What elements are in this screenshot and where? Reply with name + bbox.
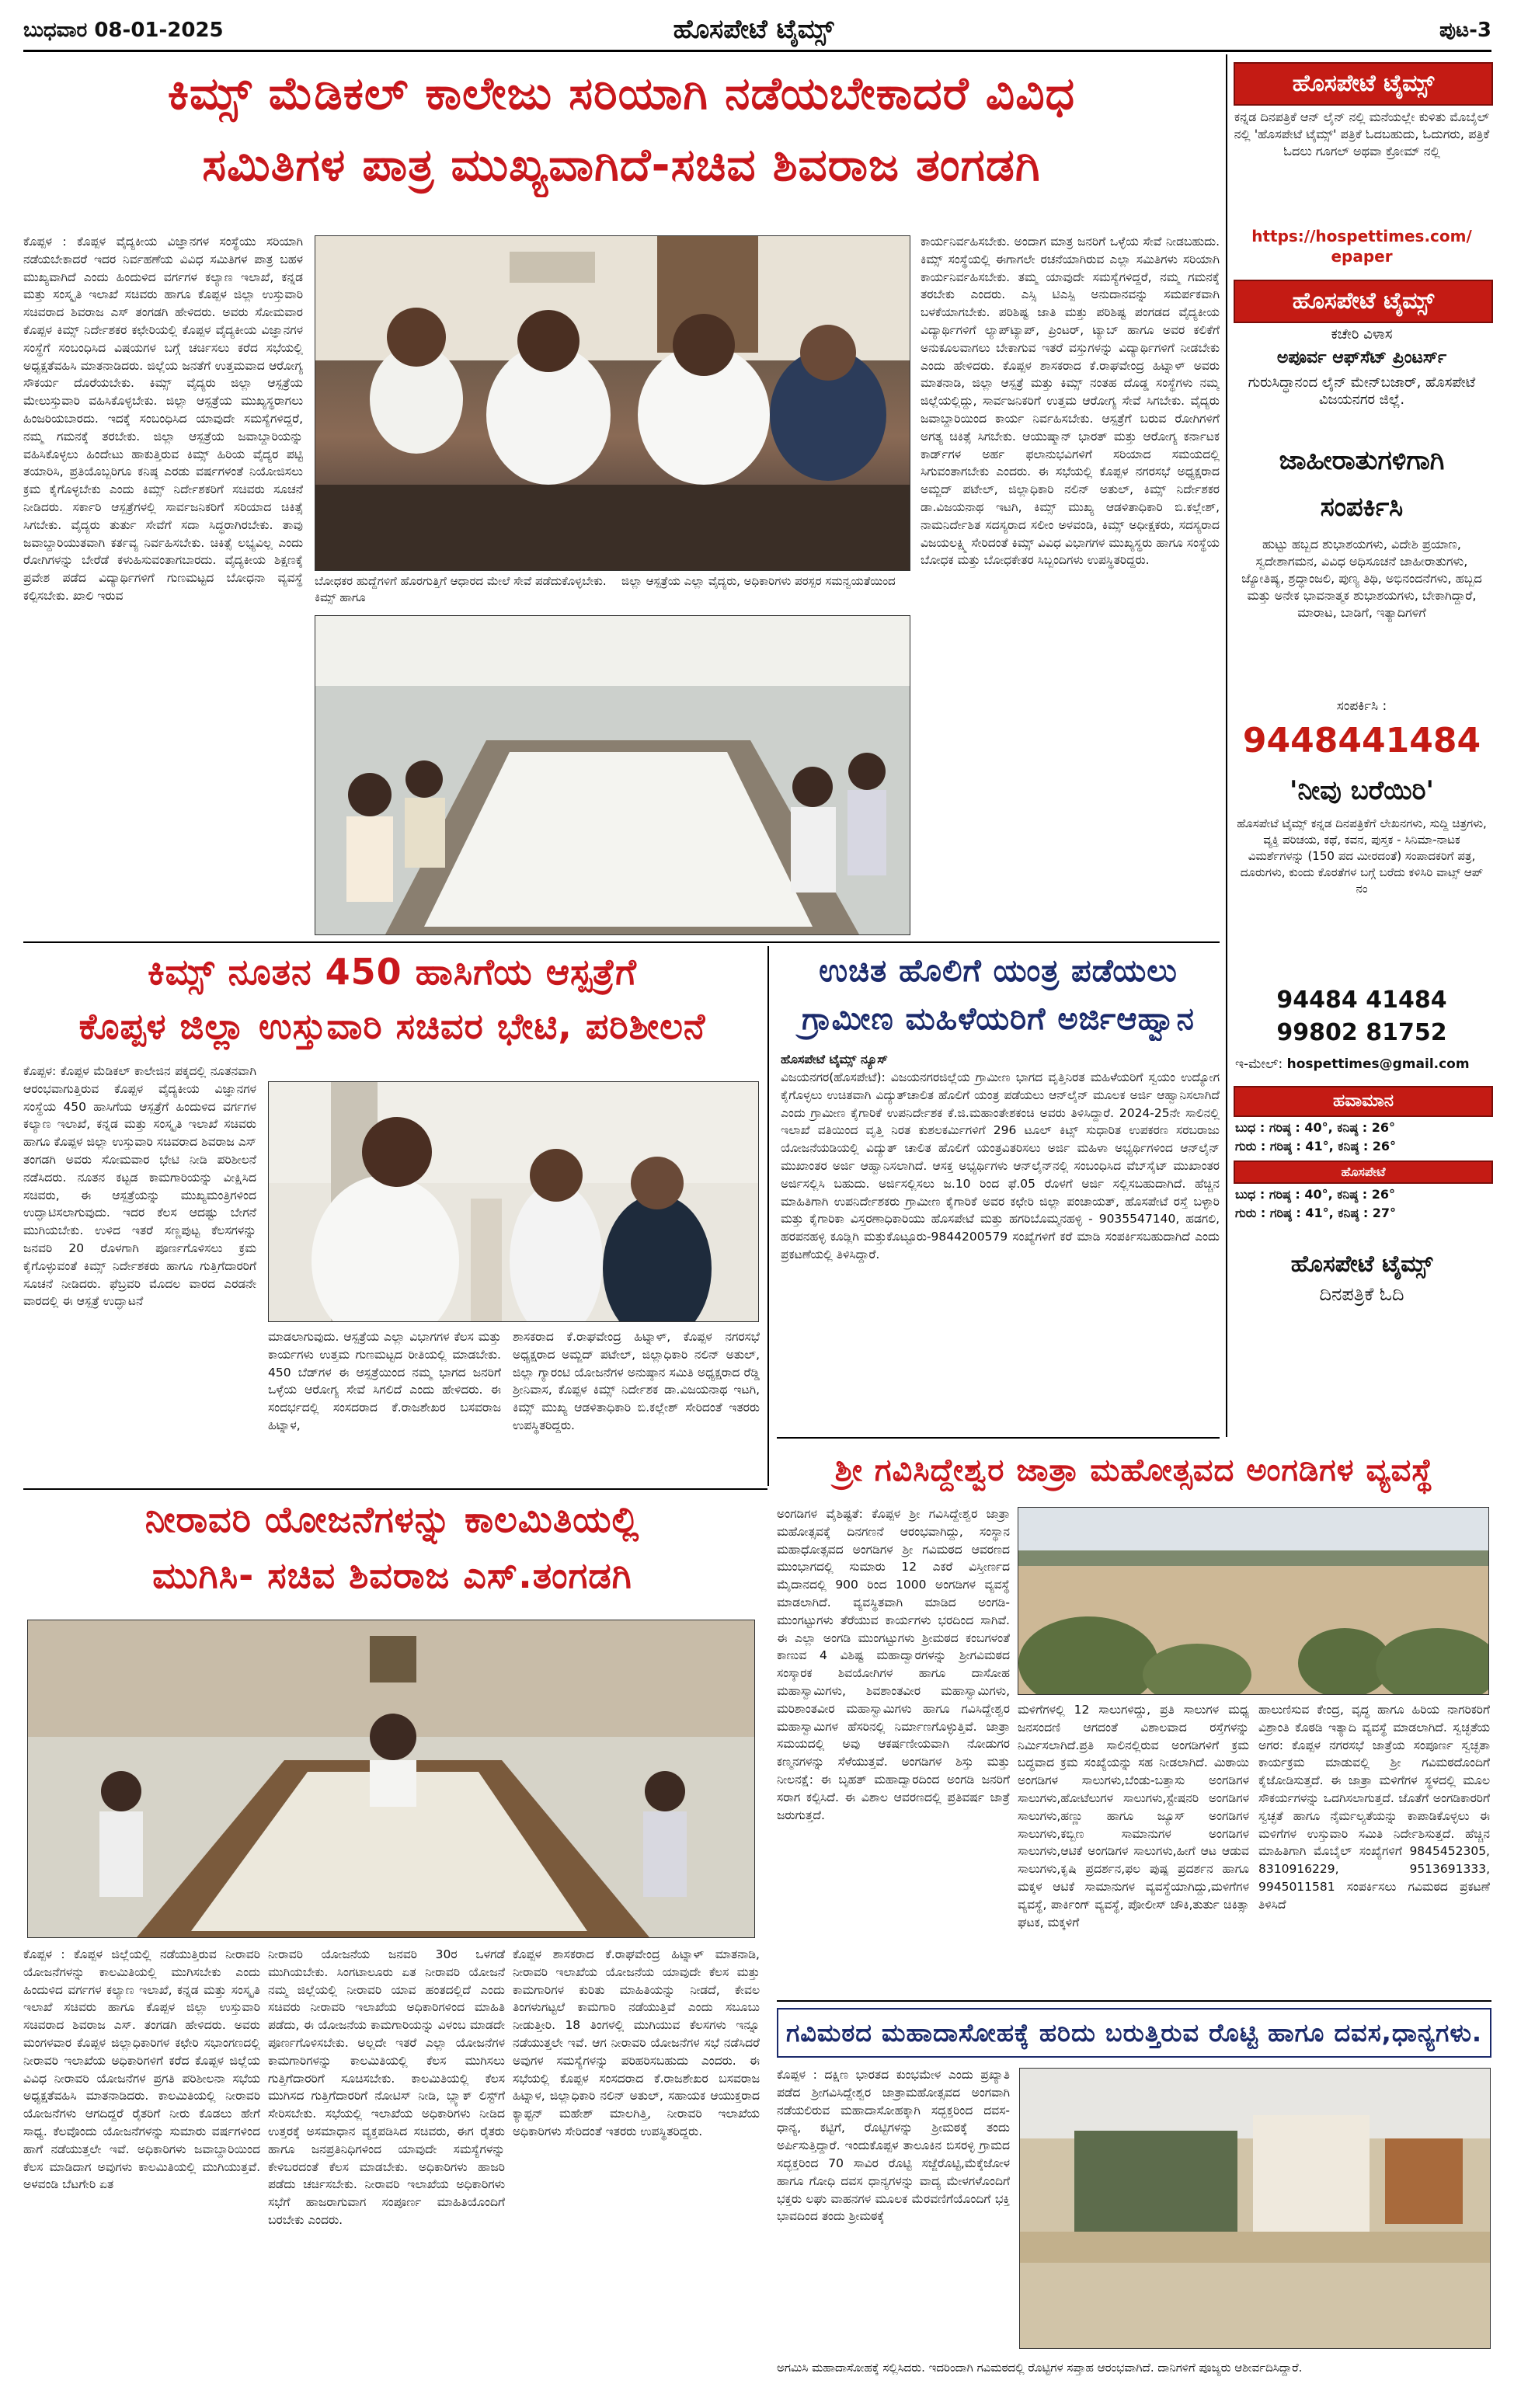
sidebar-email-label: ಇ-ಮೇಲ್: [1235,1056,1283,1072]
story5-top-rule [23,1488,767,1490]
story2-column-2: ಮಾಡಲಾಗುವುದು. ಆಸ್ಪತ್ರೆಯ ಎಲ್ಲಾ ವಿಭಾಗಗಳ ಕೆಲಸ ಮತ್ತು ಕಾರ್ಯಗಳು ಉತ್ತಮ ಗುಣಮಟ್ಟದ ರೀತಿಯಲ್ಲಿ ಮಾಡಬೇಕು. 450 ಬೆಡ್‌ಗಳ ಈ ಆಸ್ಪತ್ರೆಯಿಂದ ನಮ್ಮ ಭಾಗದ ಜನರಿಗೆ ಒಳ್ಳೆಯ ಆರೋಗ್ಯ ಸೇವೆ ಸಿಗಲಿದೆ ಎಂದು ಹೇಳಿದರು. ಈ ಸಂದರ್ಭದಲ್ಲಿ ಸಂಸದರಾದ ಕೆ.ರಾಜಶೇಖರ ಬಸವರಾಜ ಹಿಟ್ನಾಳ, [268,1330,501,1432]
story5-column-1: ಕೊಪ್ಪಳ : ಕೊಪ್ಪಳ ಜಿಲ್ಲೆಯಲ್ಲಿ ನಡೆಯುತ್ತಿರುವ ನೀರಾವರಿ ಯೋಜನೆಗಳನ್ನು ಕಾಲಮಿತಿಯಲ್ಲಿ ಮುಗಿಸಬೇಕು ಎಂದು ಹಿಂದುಳಿದ ವರ್ಗಗಳ ಕಲ್ಯಾಣ ಇಲಾಖೆ, ಕನ್ನಡ ಮತ್ತು ಸಂಸ್ಕೃತಿ ಇಲಾಖೆ ಸಚಿವರು ಹಾಗೂ ಕೊಪ್ಪಳ ಜಿಲ್ಲಾ ಉಸ್ತುವಾರಿ ಸಚಿವರಾದ ಶಿವರಾಜ ಎಸ್. ತಂಗಡಗಿ ಹೇಳಿದರು. ಅವರು ಮಂಗಳವಾರ ಕೊಪ್ಪಳ ಜಿಲ್ಲಾಧಿಕಾರಿಗಳ ಕಛೇರಿ ಸಭಾಂಗಣದಲ್ಲಿ ನೀರಾವರಿ ಇಲಾಖೆಯ ಅಧಿಕಾರಿಗಳಿಗೆ ಕರೆದ ಕೊಪ್ಪಳ ಜಿಲ್ಲೆಯ ವಿವಿಧ ನೀರಾವರಿ ಯೋಜನೆಗಳ ಪ್ರಗತಿ ಪರಿಶೀಲನಾ ಸಭೆಯ ಅಧ್ಯಕ್ಷತೆವಹಿಸಿ ಮಾತನಾಡಿದರು. ಕಾಲಮಿತಿಯಲ್ಲಿ ನೀರಾವರಿ ಯೋಜನೆಗಳು ಆಗದಿದ್ದರೆ ರೈತರಿಗೆ ನೀರು ಕೊಡಲು ಹೇಗೆ ಸಾಧ್ಯ. ಕೆಲವೊಂದು ಯೋಜನೆಗಳನ್ನು ಸುಮಾರು ವರ್ಷಗಳಿಂದ ಹಾಗೆ ನಡೆಯುತ್ತಲೇ ಇವೆ. ಅಧಿಕಾರಿಗಳು ಜವಾಬ್ದಾರಿಯಿಂದ ಕೆಲಸ ಮಾಡಿದಾಗ ಅವುಗಳು ಕಾಲಮಿತಿಯಲ್ಲಿ ಮುಗಿಯುತ್ತವೆ. ಅಳವಂಡಿ ಬೆಟಗೇರಿ ಏತ [23,1947,260,2192]
sidebar-email[interactable]: hospettimes@gmail.com [1286,1056,1470,1072]
sidebar-contact-title: ಸಂಪರ್ಕಿಸಿ [1320,492,1404,523]
weather-value: : ಗರಿಷ್ಠ : 41°, ಕನಿಷ್ಠ : 27° [1260,1206,1397,1220]
weather-table-1 [1235,1119,1490,1156]
sidebar-box2-addr1: ಕಚೇರಿ ವಿಳಾಸ [1331,326,1393,343]
donations-photo-graphic [1020,2069,1490,2348]
weather-day: ಗುರು [1235,1139,1257,1154]
story2-headline-2: ಕೊಪ್ಪಳ ಜಿಲ್ಲಾ ಉಸ್ತುವಾರಿ ಸಚಿವರ ಭೇಟಿ, ಪರಿಶೀಲನೆ [78,1005,706,1047]
story4-bottom-rule [777,2000,1491,2002]
weather-value: : ಗರಿಷ್ಠ : 40°, ಕನಿಷ್ಠ : 26° [1259,1187,1396,1202]
story6-caption: ಅಗಮಿಸಿ ಮಹಾದಾಸೋಹಕ್ಕೆ ಸಲ್ಲಿಸಿದರು. ಇದರಿಂದಾಗಿ ಗವಿಮಠದಲ್ಲಿ ರೊಟ್ಟಿಗಳ ಸಪ್ತಾಹ ಆರಂಭವಾಗಿದೆ. ದಾನಿಗಳಿಗೆ ಪೂಜ್ಯರು ಆಶೀರ್ವದಿಸಿದ್ದಾರೆ. [777,2361,1303,2375]
story4-column-3: ಹಾಲುಣಿಸುವ ಕೇಂದ್ರ, ವೃದ್ಧ ಹಾಗೂ ಹಿರಿಯ ನಾಗರಿಕರಿಗೆ ವಿಶ್ರಾಂತಿ ಕೊಠಡಿ ಇತ್ಯಾದಿ ವ್ಯವಸ್ಥೆ ಮಾಡಲಾಗಿದೆ. ಸ್ವಚ್ಛತೆಯ ಅಗರ: ಕೊಪ್ಪಳ ನಗರಸಭೆ ಜಾತ್ರೆಯ ಸಂಪೂರ್ಣ ಸ್ವಚ್ಛತಾ ಕಾರ್ಯಕ್ರಮ ಮಾಡುವಲ್ಲಿ ಶ್ರೀ ಗವಿಮಠದೊಂದಿಗೆ ಕೈಜೋಡಿಸುತ್ತದೆ. ಈ ಜಾತ್ರಾ ಮಳಿಗೆಗಳ ಸ್ಥಳದಲ್ಲಿ ಮೂಲ ಸೌಕರ್ಯಗಳನ್ನು ಒದಗಿಸಲಾಗುತ್ತದೆ. ಜೊತೆಗೆ ಅಂಗಡಿಕಾರರಿಗೆ ಸ್ವಚ್ಛತೆ ಹಾಗೂ ನೈರ್ಮಲ್ಯತೆಯನ್ನು ಕಾಪಾಡಿಕೊಳ್ಳಲು ಈ ಮಳಿಗೆಗಳ ಉಸ್ತುವಾರಿ ಸಮಿತಿ ನಿರ್ದೇಶಿಸುತ್ತದೆ. ಹೆಚ್ಚಿನ ಮಾಹಿತಿಗಾಗಿ ಮೊಬೈಲ್ ಸಂಖ್ಯೆಗಳಿಗೆ 9845452305, 8310916229, 9513691333, 9945011581 ಸಂಪರ್ಕಿಸಲು ಗವಿಮಠದ ಪ್ರಕಟಣೆ ತಿಳಿಸಿದೆ [1258,1703,1490,1912]
story2-right-rule [767,946,769,1486]
meeting-photo-graphic [315,236,910,570]
story3-headline-1: ಉಚಿತ ಹೊಲಿಗೆ ಯಂತ್ರ ಪಡೆಯಲು [819,953,1178,989]
story6-headline: ಗವಿಮಠದ ಮಹಾದಾಸೋಹಕ್ಕೆ ಹರಿದು ಬರುತ್ತಿರುವ ರೊಟ್ಟಿ ಹಾಗೂ ದವಸ,ಧಾನ್ಯಗಳು. [777,2008,1491,2058]
sidebar-footer-sub: ದಿನಪತ್ರಿಕೆ ಓದಿ [1319,1283,1404,1305]
story3-bottom-rule [777,1437,1220,1439]
story1-photo-hall [315,615,910,935]
story1-photo-meeting [315,235,910,571]
story4-headline: ಶ್ರೀ ಗವಿಸಿದ್ದೇಶ್ವರ ಜಾತ್ರಾ ಮಹೋತ್ಸವದ ಅಂಗಡಿಗಳ ವ್ಯವಸ್ಥೆ [834,1453,1434,1488]
sidebar-box1-text: ಕನ್ನಡ ದಿನಪತ್ರಿಕೆ ಆನ್ ಲೈನ್ ನಲ್ಲಿ ಮನೆಯಲ್ಲೇ ಕುಳಿತು ಮೊಬೈಲ್ ನಲ್ಲಿ 'ಹೊಸಪೇಟೆ ಟೈಮ್ಸ್' ಪತ್ರಿಕೆ ಓದಬಹುದು, ಓದುಗರು, ಪತ್ರಿಕೆ ಓದಲು ಗೂಗಲ್ ಅಥವಾ ಕ್ರೋಮ್ ನಲ್ಲಿ [1234,110,1490,158]
sidebar-phone-big: 9448441484 [1242,721,1481,760]
masthead [23,14,1491,47]
story6-text: ಕೊಪ್ಪಳ : ದಕ್ಷಿಣ ಭಾರತದ ಕುಂಭಮೇಳ ಎಂದು ಪ್ರಖ್ಯಾತಿ ಪಡೆದ ಶ್ರೀಗವಿಸಿದ್ದೇಶ್ವರ ಜಾತ್ರಾಮಹೋತ್ಸವದ ಅಂಗವಾಗಿ ನಡೆಯಲಿರುವ ಮಹಾದಾಸೋಹಕ್ಕಾಗಿ ಸದ್ಭಕ್ತರಿಂದ ದವಸ-ಧಾನ್ಯ, ಕಟ್ಟಿಗೆ, ರೊಟ್ಟಿಗಳನ್ನು ಶ್ರೀಮಠಕ್ಕೆ ತಂದು ಅರ್ಪಿಸುತ್ತಿದ್ದಾರೆ. ಇಂದುಕೊಪ್ಪಳ ತಾಲೂಕಿನ ಬಿಸರಳ್ಳಿ ಗ್ರಾಮದ ಸದ್ಭಕ್ತರಿಂದ 70 ಸಾವಿರ ರೊಟ್ಟಿ ಸಜ್ಜೆರೊಟ್ಟಿ,ಮೆಕ್ಕೆಜೋಳ ಹಾಗೂ ಗೋಧಿ ದವಸ ಧಾನ್ಯಗಳನ್ನು ವಾದ್ಯ ಮೇಳಗಳೊಂದಿಗೆ ಭಕ್ತರು ಲಘು ವಾಹನಗಳ ಮೂಲಕ ಮೆರವಣಿಗೆಯೊಂದಿಗೆ ಭಕ್ತಿ ಭಾವದಿಂದ ತಂದು ಶ್ರೀಮಠಕ್ಕೆ [777,2068,1010,2224]
sidebar-phone-2: 99802 81752 [1276,1019,1447,1046]
story4-photo-fairground [1018,1507,1489,1695]
weather-day: ಬುಧ [1235,1120,1256,1135]
story1-caption-left: ಬೋಧಕರ ಹುದ್ದೆಗಳಿಗೆ ಹೊರಗುತ್ತಿಗೆ ಆಧಾರದ ಮೇಲೆ ಸೇವೆ ಪಡೆದುಕೊಳ್ಳಬೇಕು. ಕಿಮ್ಸ್ ಹಾಗೂ [315,574,607,604]
weather-day: ಬುಧ [1235,1187,1256,1202]
story5-column-2: ನೀರಾವರಿ ಯೋಜನೆಯ ಜನವರಿ 30ರ ಒಳಗಡೆ ಮುಗಿಯಬೇಕು. ಸಿಂಗಟಾಲೂರು ಏತ ನೀರಾವರಿ ಯೋಜನೆ ನಮ್ಮ ಜಿಲ್ಲೆಯಲ್ಲಿ ನೀರಾವರಿ ಯಾವ ಹಂತದಲ್ಲಿದೆ ಎಂದು ಸಚಿವರು ನೀರಾವರಿ ಇಲಾಖೆಯ ಅಧಿಕಾರಿಗಳಿಂದ ಮಾಹಿತಿ ಪಡೆದು, ಈ ಯೋಜನೆಯ ಕಾಮಗಾರಿಯನ್ನು ವಿಳಂಬ ಮಾಡದೇ ಪೂರ್ಣಗೊಳಿಸಬೇಕು. ಅಲ್ಲದೇ ಇತರೆ ಎಲ್ಲಾ ಯೋಜನೆಗಳ ಕಾಮಗಾರಿಗಳನ್ನು ಕಾಲಮಿತಿಯಲ್ಲಿ ಕೆಲಸ ಮುಗಿಸಲು ಗುತ್ತಿಗೆದಾರರಿಗೆ ಸೂಚಿಸಬೇಕು. ಕಾಲಮಿತಿಯಲ್ಲಿ ಕೆಲಸ ಮುಗಿಸದ ಗುತ್ತಿಗೆದಾರರಿಗೆ ನೋಟಿಸ್ ನೀಡಿ, ಬ್ಲ್ಯಾಕ್ ಲಿಸ್ಟ್‌ಗೆ ಸೇರಿಸಬೇಕು. ಸಭೆಯಲ್ಲಿ ಇಲಾಖೆಯ ಅಧಿಕಾರಿಗಳು ನೀಡಿದ ಉತ್ತರಕ್ಕೆ ಅಸಮಾಧಾನ ವ್ಯಕ್ತಪಡಿಸಿದ ಸಚಿವರು, ಈಗ ರೈತರು ಹಾಗೂ ಜನಪ್ರತಿನಿಧಿಗಳಿಂದ ಯಾವುದೇ ಸಮಸ್ಯೆಗಳನ್ನು ಕೇಳಿಬರದಂತೆ ಕೆಲಸ ಮಾಡಬೇಕು. ಅಧಿಕಾರಿಗಳು ಹಾಜರಿ ಪಡೆದು ಚರ್ಚಿಸಬೇಕು. ನೀರಾವರಿ ಇಲಾಖೆಯ ಅಧಿಕಾರಿಗಳು ಸಭೆಗೆ ಹಾಜರಾಗುವಾಗ ಸಂಪೂರ್ಣ ಮಾಹಿತಿಯೊಂದಿಗೆ ಬರಬೇಕು ಎಂದರು. [268,1947,505,2227]
story1-headline-2: ಸಮಿತಿಗಳ ಪಾತ್ರ ಮುಖ್ಯವಾಗಿದೆ-ಸಚಿವ ಶಿವರಾಜ ತಂಗಡಗಿ [202,138,1041,191]
story1-column-1: ಕೊಪ್ಪಳ : ಕೊಪ್ಪಳ ವೈದ್ಯಕೀಯ ವಿಜ್ಞಾನಗಳ ಸಂಸ್ಥೆಯು ಸರಿಯಾಗಿ ನಡೆಯಬೇಕಾದರೆ ಇದರ ನಿರ್ವಹಣೆಯ ವಿವಿಧ ಸಮಿತಿಗಳ ಪಾತ್ರ ಬಹಳ ಮುಖ್ಯವಾಗಿದೆ ಎಂದು ಹಿಂದುಳಿದ ವರ್ಗಗಳ ಕಲ್ಯಾಣ ಇಲಾಖೆ, ಕನ್ನಡ ಮತ್ತು ಸಂಸ್ಕೃತಿ ಇಲಾಖೆ ಸಚಿವರು ಹಾಗೂ ಕೊಪ್ಪಳ ಜಿಲ್ಲಾ ಉಸ್ತುವಾರಿ ಸಚಿವರಾದ ಶಿವರಾಜ ಎಸ್ ತಂಗಡಗಿ ಹೇಳಿದರು. ಅವರು ಸೋಮವಾರ ಕೊಪ್ಪಳ ಕಿಮ್ಸ್ ನಿರ್ದೇಶಕರ ಕಛೇರಿಯಲ್ಲಿ ಕೊಪ್ಪಳ ವೈದ್ಯಕೀಯ ವಿಜ್ಞಾನಗಳ ಸಂಸ್ಥೆಗೆ ಸಂಬಂಧಿಸಿದ ವಿಷಯಗಳ ಬಗ್ಗೆ ಚರ್ಚಿಸಲು ಕರೆದ ಸಭೆಯಲ್ಲಿ ಅಧ್ಯಕ್ಷತೆವಹಿಸಿ ಮಾತನಾಡಿದರು. ಜಿಲ್ಲೆಯ ಜನತೆಗೆ ಉತ್ತಮವಾದ ಆರೋಗ್ಯ ಸೌಕರ್ಯ ದೊರೆಯಬೇಕು. ಕಿಮ್ಸ್ ವೈದ್ಯರು ಜಿಲ್ಲಾ ಆಸ್ಪತ್ರೆಯ ಮೇಲುಸ್ತುವಾರಿ ವಹಿಸಿಕೊಳ್ಳಬೇಕು. ಜಿಲ್ಲಾ ಆಸ್ಪತ್ರೆಯ ಮುಖ್ಯಸ್ಥರಾಗಲು ಹಿಂಜರಿಯಬಾರದು. ಇದಕ್ಕೆ ಸಂಬಂಧಿಸಿದ ಯಾವುದೇ ಸಮಸ್ಯೆಗಳಿದ್ದರೆ, ನಮ್ಮ ಗಮನಕ್ಕೆ ತರಬೇಕು. ಜಿಲ್ಲಾ ಆಸ್ಪತ್ರೆಯ ಜವಾಬ್ದಾರಿಯನ್ನು ವಹಿಸಿಕೊಳ್ಳಲು ಹಿಂದೇಟು ಹಾಕುತ್ತಿರುವ ಕಿಮ್ಸ್ ಹಿರಿಯ ವೈದ್ಯರ ಪಟ್ಟಿ ತಯಾರಿಸಿ, ಪ್ರತಿಯೊಬ್ಬರಿಗೂ ಕನಿಷ್ಠ ಎರಡು ವರ್ಷಗಳಂತೆ ನಿಯೋಜಿಸಲು ಕ್ರಮ ಕೈಗೊಳ್ಳಬೇಕು ಎಂದು ಕಿಮ್ಸ್ ನಿರ್ದೇಶಕರಿಗೆ ಸಚಿವರು ಸೂಚನೆ ನೀಡಿದರು. ಸರ್ಕಾರಿ ಆಸ್ಪತ್ರೆಗಳಲ್ಲಿ ಸಾರ್ವಜನಿಕರಿಗೆ ಸರಿಯಾದ ಚಿಕಿತ್ಸೆ ಸಿಗಬೇಕು. ವೈದ್ಯರು ತುರ್ತು ಸೇವೆಗೆ ಸದಾ ಸಿದ್ಧರಾಗಿರಬೇಕು. ತಾವು ಜವಾಬ್ದಾರಿಯುತವಾಗಿ ಕರ್ತವ್ಯ ನಿರ್ವಹಿಸಬೇಕು. ಚಿಕಿತ್ಸೆ ಲಭ್ಯವಿಲ್ಲ ಎಂದು ರೋಗಿಗಳನ್ನು ಬೇರೆಡೆ ಕಳುಹಿಸುವಂತಾಗಬಾರದು. ವೈದ್ಯಕೀಯ ಶಿಕ್ಷಣಕ್ಕೆ ಪ್ರವೇಶ ಪಡೆದ ವಿದ್ಯಾರ್ಥಿಗಳಿಗೆ ಗುಣಮಟ್ಟದ ಬೋಧನಾ ವ್ಯವಸ್ಥೆ ಕಲ್ಪಿಸಬೇಕು. ಖಾಲಿ ಇರುವ [23,235,303,603]
hall-photo-graphic [315,616,910,934]
story3-headline-2: ಗ್ರಾಮೀಣ ಮಹಿಳೆಯರಿಗೆ ಅರ್ಜಿಆಹ್ವಾನ [802,1001,1195,1037]
sidebar-box2-press: ಅಪೂರ್ವ ಆಫ್‌ಸೆಟ್ ಪ್ರಿಂಟರ್ಸ್ [1276,348,1447,367]
sidebar-left-rule [1226,54,1227,1437]
story5-headline-1: ನೀರಾವರಿ ಯೋಜನೆಗಳನ್ನು ಕಾಲಮಿತಿಯಲ್ಲಿ [144,1498,640,1540]
weather-city: ಹೊಸಪೇಟೆ [1234,1161,1493,1184]
story5-photo-irrigation-meeting [27,1620,755,1938]
story1-bottom-rule [23,941,1220,943]
story1-column-3: ಕಾರ್ಯನಿರ್ವಹಿಸಬೇಕು. ಅಂದಾಗ ಮಾತ್ರ ಜನರಿಗೆ ಒಳ್ಳೆಯ ಸೇವೆ ನೀಡಬಹುದು. ಕಿಮ್ಸ್ ಸಂಸ್ಥೆಯಲ್ಲಿ ಈಗಾಗಲೇ ರಚನೆಯಾಗಿರುವ ಎಲ್ಲಾ ಸಮಿತಿಗಳು ಸರಿಯಾಗಿ ಕಾರ್ಯನಿರ್ವಹಿಸಬೇಕು. ತಮ್ಮ ಯಾವುದೇ ಸಮಸ್ಯೆಗಳಿದ್ದರೆ, ನಮ್ಮ ಗಮನಕ್ಕೆ ತರಬೇಕು ಎಂದರು. ಎಸ್ಸಿ ಟಿಎಸ್ಪಿ ಅನುದಾನವನ್ನು ಸಮರ್ಪಕವಾಗಿ ಬಳಕೆಯಾಗಬೇಕು. ಪರಿಶಿಷ್ಟ ಜಾತಿ ಮತ್ತು ಪರಿಶಿಷ್ಟ ಪಂಗಡದ ವೈದ್ಯಕೀಯ ವಿದ್ಯಾರ್ಥಿಗಳಿಗೆ ಲ್ಯಾಪ್‌ಟ್ಯಾಪ್, ಪ್ರಿಂಟರ್, ಟ್ಯಾಬ್ ಹಾಗೂ ಅವರ ಕಲಿಕೆಗೆ ಅನುಕೂಲವಾಗಲು ಬೇಕಾಗುವ ಇತರೆ ವಸ್ತುಗಳನ್ನು ವಿದ್ಯಾರ್ಥಿಗಳಿಗೆ ನೀಡಬೇಕು ಎಂದು ಹೇಳಿದರು. ಕೊಪ್ಪಳ ಶಾಸಕರಾದ ಕೆ.ರಾಘವೇಂದ್ರ ಹಿಟ್ನಾಳ್ ಅವರು ಮಾತನಾಡಿ, ಜಿಲ್ಲಾ ಆಸ್ಪತ್ರೆ ಮತ್ತು ಕಿಮ್ಸ್ ನಂತಹ ದೊಡ್ಡ ಸಂಸ್ಥೆಗಳು ನಮ್ಮ ಜಿಲ್ಲೆಯಲ್ಲಿದ್ದು, ಸಾರ್ವಜನಿಕರಿಗೆ ಉತ್ತಮ ಆರೋಗ್ಯ ಸೇವೆ ಸಿಗಬೇಕು. ವೈದ್ಯರು ಜವಾಬ್ದಾರಿಯಿಂದ ಕಾರ್ಯ ನಿರ್ವಹಿಸಬೇಕು. ಆಸ್ಪತ್ರೆಗೆ ಬರುವ ರೋಗಿಗಳಿಗೆ ಅಗತ್ಯ ಚಿಕಿತ್ಸೆ ಸಿಗಬೇಕು. ಆಯುಷ್ಮಾನ್ ಭಾರತ್ ಮತ್ತು ಆರೋಗ್ಯ ಕರ್ನಾಟಕ ಕಾರ್ಡ್‌ಗಳ ಅರ್ಹ ಫಲಾನುಭವಿಗಳಿಗೆ ಸರಿಯಾದ ಸಮಯದಲ್ಲಿ ಸಿಗುವಂತಾಗಬೇಕು ಎಂದರು. ಈ ಸಭೆಯಲ್ಲಿ ಕೊಪ್ಪಳ ನಗರಸಭೆ ಅಧ್ಯಕ್ಷರಾದ ಅಮ್ಜದ್ ಪಟೇಲ್, ಜಿಲ್ಲಾಧಿಕಾರಿ ನಲಿನ್ ಅತುಲ್, ಕಿಮ್ಸ್ ನಿರ್ದೇಶಕರ ಡಾ.ವಿಜಯನಾಥ ಇಟಗಿ, ಕಿಮ್ಸ್ ಮುಖ್ಯ ಆಡಳಿತಾಧಿಕಾರಿ ಬಿ.ಕಲ್ಲೇಶ್, ನಾಮನಿರ್ದೇಶಿತ ಸದಸ್ಯರಾದ ಸಲೀಂ ಅಳವಂಡಿ, ಕಿಮ್ಸ್ ಅಧೀಕ್ಷಕರು, ಸದಸ್ಯರಾದ ವಿಜಯಲಕ್ಷ್ಮಿ ಸೇರಿದಂತೆ ಕಿಮ್ಸ್ ವಿವಿಧ ವಿಭಾಗಗಳ ಮುಖ್ಯಸ್ಥರು ಹಾಗೂ ಸಂಸ್ಥೆಯ ಬೋಧಕ ಮತ್ತು ಬೋಧಕೇತರ ಸಿಬ್ಬಂದಿಗಳು ಉಪಸ್ಥಿತರಿದ್ದರು. [921,235,1220,568]
masthead-title: ಹೊಸಪೇಟೆ ಟೈಮ್ಸ್ [673,14,834,45]
weather-day: ಗುರು [1235,1206,1257,1220]
masthead-date: ಬುಧವಾರ 08-01-2025 [23,19,224,42]
sidebar-write-text: ಹೊಸಪೇಟೆ ಟೈಮ್ಸ್ ಕನ್ನಡ ದಿನಪತ್ರಿಕೆಗೆ ಲೇಖನಗಳು, ಸುದ್ದಿ ಚಿತ್ರಗಳು, ವ್ಯಕ್ತಿ ಪರಿಚಯ, ಕಥೆ, ಕವನ, ಪುಸ್ತಕ - ಸಿನಿಮಾ-ನಾಟಕ ವಿಮರ್ಶೆಗಳನ್ನು (150 ಪದ ಮೀರದಂತೆ) ಸಂಪಾದಕರಿಗೆ ಪತ್ರ, ದೂರುಗಳು, ಕುಂದು ಕೊರತೆಗಳ ಬಗ್ಗೆ ಬರೆದು ಕಳಿಸಿರಿ ವಾಟ್ಸ್ ಆಪ್ ನಂ [1237,816,1487,896]
story5-headline-2: ಮುಗಿಸಿ- ಸಚಿವ ಶಿವರಾಜ ಎಸ್.ತಂಗಡಗಿ [152,1554,632,1596]
story4-column-2: ಮಳಿಗೆಗಳಲ್ಲಿ 12 ಸಾಲುಗಳಿದ್ದು, ಪ್ರತಿ ಸಾಲುಗಳ ಮಧ್ಯ ಜನಸಂದಣಿ ಆಗದಂತೆ ವಿಶಾಲವಾದ ರಸ್ತೆಗಳನ್ನು ನಿರ್ಮಿಸಲಾಗಿದೆ.ಪ್ರತಿ ಸಾಲಿನಲ್ಲಿರುವ ಅಂಗಡಿಗಳಿಗೆ ಕ್ರಮ ಬದ್ಧವಾದ ಕ್ರಮ ಸಂಖ್ಯೆಯನ್ನು ಸಹ ನೀಡಲಾಗಿದೆ. ಮಿಠಾಯಿ ಅಂಗಡಿಗಳ ಸಾಲುಗಳು,ಬೆಂಡು-ಬತ್ತಾಸು ಅಂಗಡಿಗಳ ಸಾಲುಗಳು,ಹೋಟೆಲುಗಳ ಸಾಲುಗಳು,ಸ್ಟೇಷನರಿ ಅಂಗಡಿಗಳ ಸಾಲುಗಳು,ಹಣ್ಣು ಹಾಗೂ ಜ್ಯೂಸ್ ಅಂಗಡಿಗಳ ಸಾಲುಗಳು,ಕಬ್ಬಿಣ ಸಾಮಾನುಗಳ ಅಂಗಡಿಗಳ ಸಾಲುಗಳು,ಆಟಿಕೆ ಅಂಗಡಿಗಳ ಸಾಲುಗಳು,ಹೀಗೆ ಆಟ ಆಡುವ ಸಾಲುಗಳು,ಕೃಷಿ ಪ್ರದರ್ಶನ,ಫಲ ಪುಷ್ಪ ಪ್ರದರ್ಶನ ಹಾಗೂ ಮಕ್ಕಳ ಆಟಿಕೆ ಸಾಮಾನುಗಳ ವ್ಯವಸ್ಥೆಯಾಗಿದ್ದು,ಮಳಿಗೆಗಳ ವ್ಯವಸ್ಥೆ, ಪಾರ್ಕಿಂಗ್ ವ್ಯವಸ್ಥೆ, ಪೋಲೀಸ್ ಚೌಕಿ,ತುರ್ತು ಚಿಕಿತ್ಸಾ ಘಟಕ, ಮಕ್ಕಳಿಗೆ [1018,1703,1249,1930]
masthead-page: ಪುಟ-3 [1439,19,1491,42]
story1-caption-right: ಜಿಲ್ಲಾ ಆಸ್ಪತ್ರೆಯ ಎಲ್ಲಾ ವೈದ್ಯರು, ಅಧಿಕಾರಿಗಳು ಪರಸ್ಪರ ಸಮನ್ವಯತೆಯಿಂದ [621,574,896,588]
fairground-photo-graphic [1018,1508,1488,1694]
masthead-rule [23,50,1491,52]
story2-column-3: ಶಾಸಕರಾದ ಕೆ.ರಾಘವೇಂದ್ರ ಹಿಟ್ನಾಳ್, ಕೊಪ್ಪಳ ನಗರಸಭೆ ಅಧ್ಯಕ್ಷರಾದ ಅಮ್ಜದ್ ಪಟೇಲ್, ಜಿಲ್ಲಾಧಿಕಾರಿ ನಲಿನ್ ಅತುಲ್, ಜಿಲ್ಲಾ ಗ್ಯಾರಂಟಿ ಯೋಜನೆಗಳ ಅನುಷ್ಠಾನ ಸಮಿತಿ ಅಧ್ಯಕ್ಷರಾದ ರೆಡ್ಡಿ ಶ್ರೀನಿವಾಸ, ಕೊಪ್ಪಳ ಕಿಮ್ಸ್ ನಿರ್ದೇಶಕ ಡಾ.ವಿಜಯನಾಥ ಇಟಗಿ, ಕಿಮ್ಸ್ ಮುಖ್ಯ ಆಡಳಿತಾಧಿಕಾರಿ ಬಿ.ಕಲ್ಲೇಶ್ ಸೇರಿದಂತೆ ಇತರರು ಉಪಸ್ಥಿತರಿದ್ದರು. [513,1330,760,1432]
sidebar-box1-url[interactable]: https://hospettimes.com/ [1251,227,1472,245]
sidebar-write-title: 'ನೀವು ಬರೆಯಿರಿ' [1290,775,1434,806]
story2-headline-1: ಕಿಮ್ಸ್ ನೂತನ 450 ಹಾಸಿಗೆಯ ಆಸ್ಪತ್ರೆಗೆ [148,951,637,993]
story3-byline: ಹೊಸಪೇಟೆ ಟೈಮ್ಸ್ ನ್ಯೂಸ್ [781,1052,888,1067]
weather-row [1235,1137,1490,1156]
weather-value: : ಗರಿಷ್ಠ : 40°, ಕನಿಷ್ಠ : 26° [1259,1120,1396,1135]
sidebar-footer-title: ಹೊಸಪೇಟೆ ಟೈಮ್ಸ್ [1290,1251,1433,1278]
weather-row [1235,1119,1490,1137]
sidebar-box2-addr2: ಗುರುಸಿದ್ಧಾನಂದ ಲೈನ್ ಮೇನ್‌ಬಜಾರ್, ಹೊಸಪೇಟೆ ವಿಜಯನಗರ ಜಿಲ್ಲೆ. [1248,374,1476,408]
sidebar-box1-title: ಹೊಸಪೇಟೆ ಟೈಮ್ಸ್ [1234,62,1493,106]
sidebar-contact-label: ಸಂಪರ್ಕಿಸಿ : [1336,698,1387,714]
sidebar-ads-text: ಹುಟ್ಟು ಹಬ್ಬದ ಶುಭಾಶಯಗಳು, ವಿದೇಶಿ ಪ್ರಯಾಣ, ಸ್ವದೇಶಾಗಮನ, ವಿವಿಧ ಅಧಿಸೂಚನೆ ಜಾಹೀರಾತುಗಳು, ಜ್ಯೋತಿಷ್ಯ, ಶ್ರದ್ಧಾಂಜಲಿ, ಪುಣ್ಯ ತಿಥಿ, ಅಭಿನಂದನೆಗಳು, ಹಬ್ಬದ ಮತ್ತು ಅನೇಕ ಭಾವನಾತ್ಮಕ ಶುಭಾಶಯಗಳು, ಬೇಕಾಗಿದ್ದಾರೆ, ಮಾರಾಟ, ಬಾಡಿಗೆ, ಇತ್ಯಾದಿಗಳಿಗೆ [1241,537,1482,620]
sidebar-phone-1: 94484 41484 [1276,987,1447,1014]
weather-row [1235,1185,1490,1204]
weather-table-2 [1235,1185,1490,1223]
story6-photo-donations [1019,2068,1491,2349]
weather-title: ಹವಾಮಾನ [1234,1086,1493,1117]
sidebar-box1-url-2[interactable]: epaper [1331,247,1393,266]
visit-photo-graphic [269,1082,758,1321]
sidebar-email-row [1235,1056,1491,1072]
sidebar-ads-title: ಜಾಹೀರಾತುಗಳಿಗಾಗಿ [1279,445,1445,476]
story4-column-1: ಅಂಗಡಿಗಳ ವೈಶಿಷ್ಟತೆ: ಕೊಪ್ಪಳ ಶ್ರೀ ಗವಿಸಿದ್ದೇಶ್ವರ ಜಾತ್ರಾ ಮಹೋತ್ಸವಕ್ಕೆ ದಿನಗಣನೆ ಆರಂಭವಾಗಿದ್ದು, ಸಂಸ್ಥಾನ ಮಹಾಧೋತ್ಸವದ ಅಂಗಡಿಗಳ ಶ್ರೀ ಗವಿಮಠದ ಆವರಣದ ಮುಂಭಾಗದಲ್ಲಿ ಸುಮಾರು 12 ಎಕರೆ ವಿಸ್ತೀರ್ಣದ ಮೈದಾನದಲ್ಲಿ 900 ರಿಂದ 1000 ಅಂಗಡಿಗಳ ವ್ಯವಸ್ಥೆ ಮಾಡಲಾಗಿದೆ. ವ್ಯವಸ್ಥಿತವಾಗಿ ಮಾಡಿದ ಅಂಗಡಿ-ಮುಂಗಟ್ಟುಗಳು ತೆರೆಯುವ ಕಾರ್ಯಗಳು ಭರದಿಂದ ಸಾಗಿವೆ. ಈ ಎಲ್ಲಾ ಅಂಗಡಿ ಮುಂಗಟ್ಟುಗಳು ಶ್ರೀಮಠದ ಕಂಬಗಳಂತೆ ಕಾಣುವ 4 ವಿಶಿಷ್ಟ ಮಹಾದ್ವಾರಗಳನ್ನು ಶ್ರೀಗವಿಮಠದ ಸಂಸ್ಕಾರಕ ಶಿವಯೋಗಿಗಳ ಹಾಗೂ ದಾಸೋಹ ಮಹಾಸ್ವಾಮಿಗಳು, ಶಿವಶಾಂತವೀರ ಮಹಾಸ್ವಾಮಿಗಳು, ಮರಿಶಾಂತವೀರ ಮಹಾಸ್ವಾಮಿಗಳು ಹಾಗೂ ಗವಿಸಿದ್ದೇಶ್ವರ ಮಹಾಸ್ವಾಮಿಗಳ ಹೆಸರಿನಲ್ಲಿ ನಿರ್ಮಾಣಗೊಳ್ಳುತ್ತಿವೆ. ಜಾತ್ರಾ ಸಮಯದಲ್ಲಿ ಅವು ಆಕರ್ಷಣೀಯವಾಗಿ ನೋಡುಗರ ಕಣ್ಮನಗಳನ್ನು ಸೆಳೆಯುತ್ತವೆ. ಅಂಗಡಿಗಳ ಶಿಸ್ತು ಮತ್ತು ನೀಲನಕ್ಷೆ: ಈ ಬೃಹತ್ ಮಹಾದ್ವಾರದಿಂದ ಅಂಗಡಿ ಜನರಿಗೆ ಸರಾಗ ಕಲ್ಪಿಸಿದೆ. ಈ ವಿಶಾಲ ಆವರಣದಲ್ಲಿ ಪ್ರತಿವರ್ಷ ಜಾತ್ರೆ ಜರುಗುತ್ತದೆ. [777,1507,1010,1822]
sidebar-box2-title: ಹೊಸಪೇಟೆ ಟೈಮ್ಸ್ [1234,280,1493,323]
story1-headline-1: ಕಿಮ್ಸ್ ಮೆಡಿಕಲ್ ಕಾಲೇಜು ಸರಿಯಾಗಿ ನಡೆಯಬೇಕಾದರೆ ವಿವಿಧ [167,67,1076,120]
weather-value: : ಗರಿಷ್ಠ : 41°, ಕನಿಷ್ಠ : 26° [1260,1139,1397,1154]
weather-row [1235,1204,1490,1223]
irrigation-photo-graphic [28,1620,754,1937]
story3-text: ವಿಜಯನಗರ(ಹೊಸಪೇಟೆ): ವಿಜಯನಗರಜಿಲ್ಲೆಯ ಗ್ರಾಮೀಣ ಭಾಗದ ವೃತ್ತಿನಿರತ ಮಹಿಳೆಯರಿಗೆ ಸ್ವಯಂ ಉದ್ಯೋಗ ಕೈಗೊಳ್ಳಲು ಉಚಿತವಾಗಿ ವಿದ್ಯುತ್‌ಚಾಲಿತ ಹೊಲಿಗೆ ಯಂತ್ರ ಪಡೆಯಲು ಆನ್‌ಲೈನ್ ಮೂಲಕ ಅರ್ಜಿ ಆಹ್ವಾನಿಸಲಾಗಿದೆ ಎಂದು ಗ್ರಾಮೀಣ ಕೈಗಾರಿಕೆ ಉಪನಿರ್ದೇಶಕ ಕೆ.ಜಿ.ಮಹಾಂತೇಶಕಂಚಿ ಅವರು ತಿಳಿಸಿದ್ದಾರೆ. 2024-25ನೇ ಸಾಲಿನಲ್ಲಿ ಇಲಾಖೆ ವತಿಯಿಂದ ವೃತ್ತಿ ನಿರತ ಕುಶಲಕರ್ಮಿಗಳಿಗೆ 296 ಟೂಲ್ ಕಿಟ್ಸ್ ಸುಧಾರಿತ ಉಪಕರಣ ಸರಬರಾಜು ಯೋಜನೆಯಡಿಯಲ್ಲಿ ವಿದ್ಯುತ್ ಚಾಲಿತ ಹೊಲಿಗೆ ಯಂತ್ರವಿತರಿಸಲು ಅರ್ಜಿ ಮಹಿಳಾ ಅಭ್ಯರ್ಥಿಗಳಿಂದ ಆನ್‌ಲೈನ್ ಮುಖಾಂತರ ಅರ್ಜಿ ಆಹ್ವಾನಿಸಲಾಗಿದೆ. ಆಸಕ್ತ ಅಭ್ಯರ್ಥಿಗಳು ಆನ್‌ಲೈನ್‌ನಲ್ಲಿ ಸಂಬಂಧಿಸಿದ ವೆಬ್‌ಸೈಟ್ ಮುಖಾಂತರ ಅರ್ಜಿಸಲ್ಲಿಸಿ ಬಹುದು. ಅರ್ಜಿಸಲ್ಲಿಸಲು ಜ.10 ರಿಂದ ಫೆ.05 ರೊಳಗೆ ಅರ್ಜಿ ಸಲ್ಲಿಸಬಹುದಾಗಿದೆ. ಹೆಚ್ಚಿನ ಮಾಹಿತಿಗಾಗಿ ಉಪನಿರ್ದೇಶಕರು ಗ್ರಾಮೀಣ ಕೈಗಾರಿಕೆ ಅವರ ಕಛೇರಿ ಜಿಲ್ಲಾ ಪಂಚಾಯತ್, ಹೊಸಪೇಟೆ ರಸ್ತೆ ಬಳ್ಳಾರಿ ಮತ್ತು ಕೈಗಾರಿಕಾ ವಿಸ್ತರಣಾಧಿಕಾರಿಯು ಹೊಸಪೇಟೆ ಮತ್ತು ಹಗರಿಬೊಮ್ಮನಹಳ್ಳಿ - 9035547140, ಹಡಗಲಿ, ಹರಪನಹಳ್ಳಿ ಕೂಡ್ಲಿಗಿ ಮತ್ತುಕೊಟ್ಟೂರು-9844200579 ಸಂಖ್ಯೆಗಳಿಗೆ ಕರೆ ಮಾಡಿ ಸಂಪರ್ಕಿಸಬಹುದಾಗಿದೆ ಎಂದು ಪ್ರಕಟಣೆಯಲ್ಲಿ ತಿಳಿಸಿದ್ದಾರೆ. [781,1070,1220,1261]
story2-photo-visit [268,1081,759,1322]
story5-column-3: ಕೊಪ್ಪಳ ಶಾಸಕರಾದ ಕೆ.ರಾಘವೇಂದ್ರ ಹಿಟ್ನಾಳ್ ಮಾತನಾಡಿ, ನೀರಾವರಿ ಇಲಾಖೆಯ ಯೋಜನೆಯ ಯಾವುದೇ ಕೆಲಸ ಮತ್ತು ಕಾಮಗಾರಿಗಳ ಕುರಿತು ಮಾಹಿತಿಯನ್ನು ನೀಡದೆ, ಕೇವಲ ತಿಂಗಳುಗಟ್ಟಲೆ ಕಾಮಗಾರಿ ನಡೆಯುತ್ತಿವೆ ಎಂದು ಸಬೂಬು ನೀಡುತ್ತೀರಿ. 18 ತಿಂಗಳಲ್ಲಿ ಮುಗಿಯುವ ಕೆಲಸಗಳು ಇನ್ನೂ ನಡೆಯುತ್ತಲೇ ಇವೆ. ಆಗ ನೀರಾವರಿ ಯೋಜನೆಗಳ ಸಭೆ ನಡೆಸಿದರೆ ಅವುಗಳ ಸಮಸ್ಯೆಗಳನ್ನು ಪರಿಹರಿಸಬಹುದು ಎಂದರು. ಈ ಸಭೆಯಲ್ಲಿ ಕೊಪ್ಪಳ ಸಂಸದರಾದ ಕೆ.ರಾಜಶೇಖರ ಬಸವರಾಜ ಹಿಟ್ನಾಳ, ಜಿಲ್ಲಾಧಿಕಾರಿ ನಲಿನ್ ಅತುಲ್, ಸಹಾಯಕ ಆಯುಕ್ತರಾದ ಕ್ಯಾಪ್ಟನ್ ಮಹೇಶ್ ಮಾಲಗಿತ್ತಿ, ನೀರಾವರಿ ಇಲಾಖೆಯ ಅಧಿಕಾರಿಗಳು ಸೇರಿದಂತೆ ಇತರರು ಉಪಸ್ಥಿತರಿದ್ದರು. [513,1947,760,2138]
story2-column-1: ಕೊಪ್ಪಳ: ಕೊಪ್ಪಳ ಮೆಡಿಕಲ್ ಕಾಲೇಜಿನ ಪಕ್ಕದಲ್ಲಿ ನೂತನವಾಗಿ ಆರಂಭವಾಗುತ್ತಿರುವ ಕೊಪ್ಪಳ ವೈದ್ಯಕೀಯ ವಿಜ್ಞಾನಗಳ ಸಂಸ್ಥೆಯ 450 ಹಾಸಿಗೆಯ ಆಸ್ಪತ್ರೆಗೆ ಹಿಂದುಳಿದ ವರ್ಗಗಳ ಕಲ್ಯಾಣ ಇಲಾಖೆ, ಕನ್ನಡ ಮತ್ತು ಸಂಸ್ಕೃತಿ ಇಲಾಖೆ ಸಚಿವರು ಹಾಗೂ ಕೊಪ್ಪಳ ಜಿಲ್ಲಾ ಉಸ್ತುವಾರಿ ಸಚಿವರಾದ ಶಿವರಾಜ ಎಸ್ ತಂಗಡಗಿ ಅವರು ಸೋಮವಾರ ಭೇಟಿ ನೀಡಿ ಪರಿಶೀಲನೆ ನಡೆಸಿದರು. ನೂತನ ಕಟ್ಟಡ ಕಾಮಗಾರಿಯನ್ನು ವೀಕ್ಷಿಸಿದ ಸಚಿವರು, ಈ ಆಸ್ಪತ್ರೆಯನ್ನು ಮುಖ್ಯಮಂತ್ರಿಗಳಿಂದ ಉದ್ಘಾಟಿಸಲಾಗುವುದು. ಇದರ ಕೆಲಸ ಆದಷ್ಟು ಬೇಗನೆ ಮುಗಿಯಬೇಕು. ಉಳಿದ ಇತರೆ ಸಣ್ಣಪುಟ್ಟ ಕೆಲಸಗಳನ್ನು ಜನವರಿ 20 ರೊಳಗಾಗಿ ಪೂರ್ಣಗೊಳಿಸಲು ಕ್ರಮ ಕೈಗೊಳ್ಳುವಂತೆ ಕಿಮ್ಸ್ ನಿರ್ದೇಶಕರು ಹಾಗೂ ಗುತ್ತಿಗೆದಾರರಿಗೆ ಸೂಚನೆ ನೀಡಿದರು. ಫೆಬ್ರವರಿ ಮೊದಲ ವಾರದ ಎರಡನೇ ವಾರದಲ್ಲಿ ಈ ಆಸ್ಪತ್ರೆ ಉದ್ಘಾಟನೆ [23,1064,256,1309]
